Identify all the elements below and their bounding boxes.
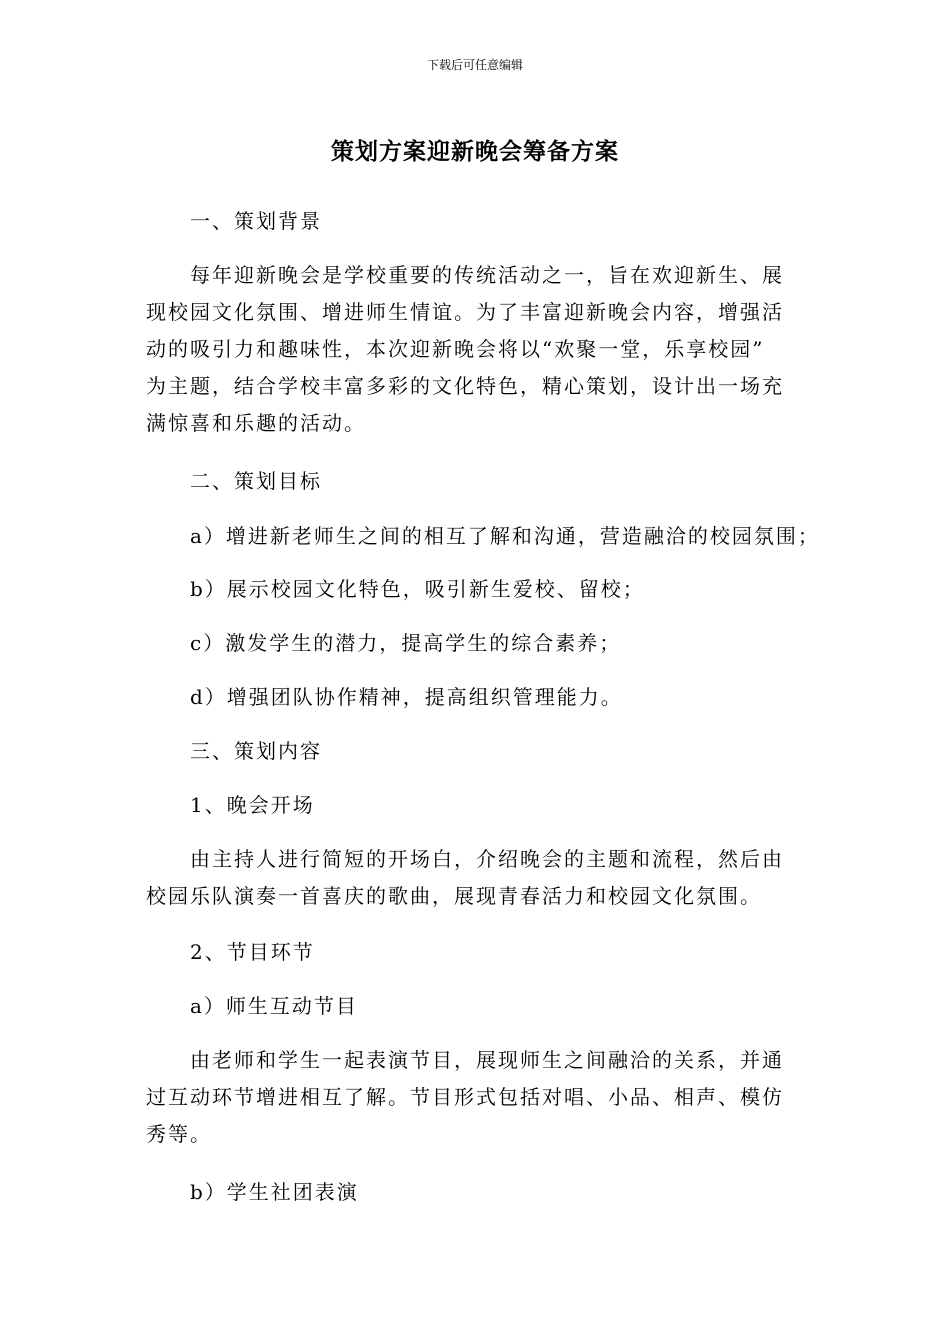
text-line: 二、策划目标 (190, 469, 322, 493)
section-heading-background (146, 203, 814, 240)
text-line: 2、节目环节 (190, 940, 315, 964)
program-item-b (146, 1174, 814, 1211)
text-line: a）师生互动节目 (190, 994, 358, 1018)
section-heading-goals (146, 463, 814, 500)
text-line: 三、策划内容 (190, 739, 322, 763)
text-line: 现校园文化氛围、增进师生情谊。为了丰富迎新晚会内容，增强活 (146, 300, 784, 324)
text-line: 1、晚会开场 (190, 793, 315, 817)
goal-item-b (146, 571, 814, 608)
text-line: 每年迎新晚会是学校重要的传统活动之一，旨在欢迎新生、展 (190, 263, 784, 287)
paragraph-opening (146, 841, 814, 915)
text-line: 校园乐队演奏一首喜庆的歌曲，展现青春活力和校园文化氛围。 (146, 884, 762, 908)
text-line: a）增进新老师生之间的相互了解和沟通，营造融洽的校园氛围； (190, 524, 820, 548)
text-line: 由主持人进行简短的开场白，介绍晚会的主题和流程，然后由 (190, 847, 784, 871)
subheading-programs (146, 934, 814, 971)
paragraph-interaction (146, 1042, 814, 1153)
text-line: 满惊喜和乐趣的活动。 (146, 411, 366, 435)
header-note: 下载后可任意编辑 (426, 58, 523, 72)
text-line: d）增强团队协作精神，提高组织管理能力。 (190, 685, 623, 709)
text-line: 过互动环节增进相互了解。节目形式包括对唱、小品、相声、模仿 (146, 1085, 784, 1109)
text-line: 秀等。 (146, 1122, 212, 1146)
paragraph-background (146, 257, 814, 442)
text-line: c）激发学生的潜力，提高学生的综合素养； (190, 631, 622, 655)
text-line: 动的吸引力和趣味性，本次迎新晚会将以“欢聚一堂，乐享校园” (146, 337, 765, 361)
section-heading-content (146, 733, 814, 770)
text-line: b）展示校园文化特色，吸引新生爱校、留校； (190, 577, 645, 601)
text-line: 由老师和学生一起表演节目，展现师生之间融洽的关系，并通 (190, 1048, 784, 1072)
goal-item-c (146, 625, 814, 662)
goal-item-a (146, 518, 820, 555)
text-line: 为主题，结合学校丰富多彩的文化特色，精心策划，设计出一场充 (146, 374, 784, 398)
text-line: 一、策划背景 (190, 209, 322, 233)
text-line: b）学生社团表演 (190, 1180, 359, 1204)
goal-item-d (146, 679, 814, 716)
subheading-opening (146, 787, 814, 824)
document-title: 策划方案迎新晚会筹备方案 (331, 139, 619, 165)
program-item-a (146, 988, 814, 1025)
